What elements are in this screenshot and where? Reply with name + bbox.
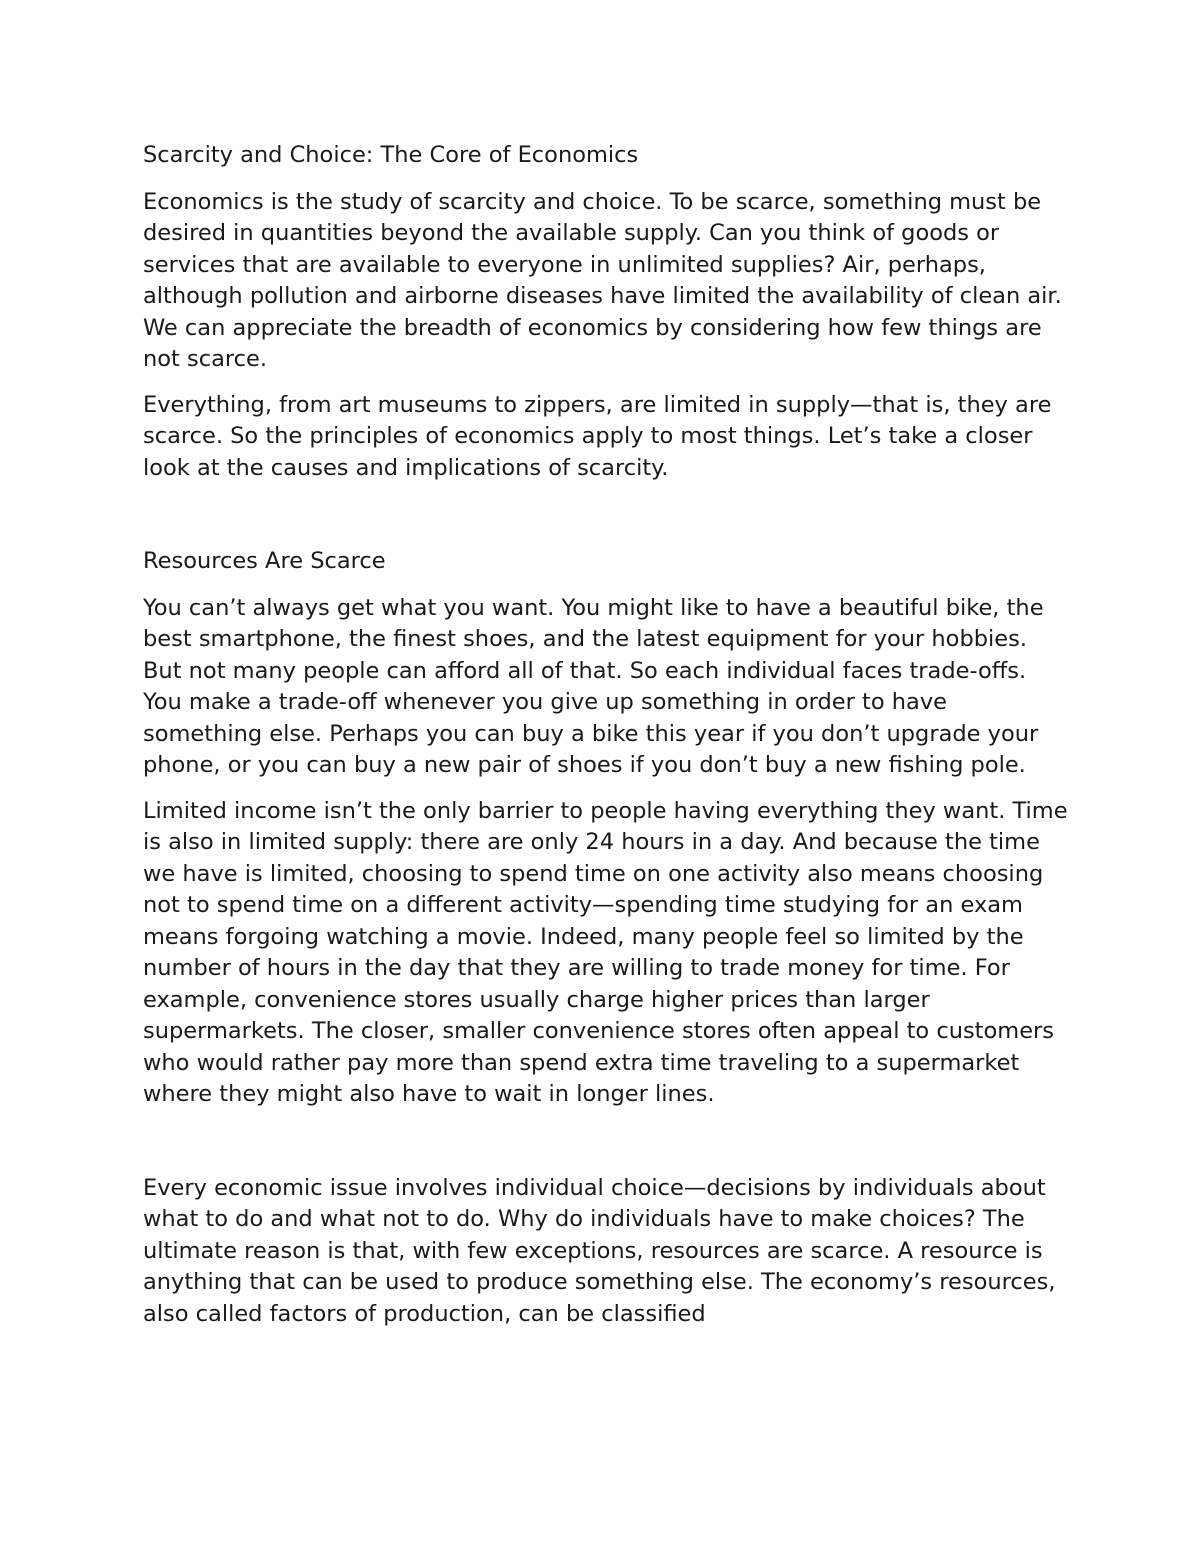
- closing-paragraph: Every economic issue involves individual choice—decisions by individuals about what to do and what not to do. Why do individuals have to make choices? The ultimate reason is that, with few exceptions, resources are scarce. A resource is anything that can be used to produce something else. The economy’s resources, also called factors of production, can be classified: [143, 1174, 1056, 1327]
- document-body: [143, 140, 1068, 1344]
- document-title: Scarcity and Choice: The Core of Economics: [143, 142, 639, 168]
- intro-paragraph-1: Economics is the study of scarcity and choice. To be scarce, something must be desired in quantities beyond the available supply. Can you think of goods or services that are available to everyone in unlimited supplies? Air, perhaps, although pollution and airborne diseases have limited the availability of clean air. We can appreciate the breadth of economics by considering how few things are not scarce.: [143, 188, 1062, 372]
- intro-paragraph-2: Everything, from art museums to zippers, are limited in supply—that is, they are scarce. So the principles of economics apply to most things. Let’s take a closer look at the causes and implications of scarcity.: [143, 391, 1052, 481]
- blank-line: [143, 498, 1068, 546]
- blank-line: [143, 1125, 1068, 1173]
- section-paragraph-1: You can’t always get what you want. You might like to have a beautiful bike, the best smartphone, the finest shoes, and the latest equipment for your hobbies. But not many people can afford all of that. So each individual faces trade-offs. You make a trade-off whenever you give up something in order to have something else. Perhaps you can buy a bike this year if you don’t upgrade your phone, or you can buy a new pair of shoes if you don’t buy a new fishing pole.: [143, 594, 1044, 778]
- section-heading: Resources Are Scarce: [143, 548, 386, 574]
- section-paragraph-2: Limited income isn’t the only barrier to people having everything they want. Time is also in limited supply: there are only 24 hours in a day. And because the time we have is limited, choosing to spend time on one activity also means choosing not to spend time on a different activity—spending time studying for an exam means forgoing watching a movie. Indeed, many people feel so limited by the number of hours in the day that they are willing to trade money for time. For example, convenience stores usually charge higher prices than larger supermarkets. The closer, smaller convenience stores often appeal to customers who would rather pay more than spend extra time traveling to a supermarket where they might also have to wait in longer lines.: [143, 797, 1068, 1107]
